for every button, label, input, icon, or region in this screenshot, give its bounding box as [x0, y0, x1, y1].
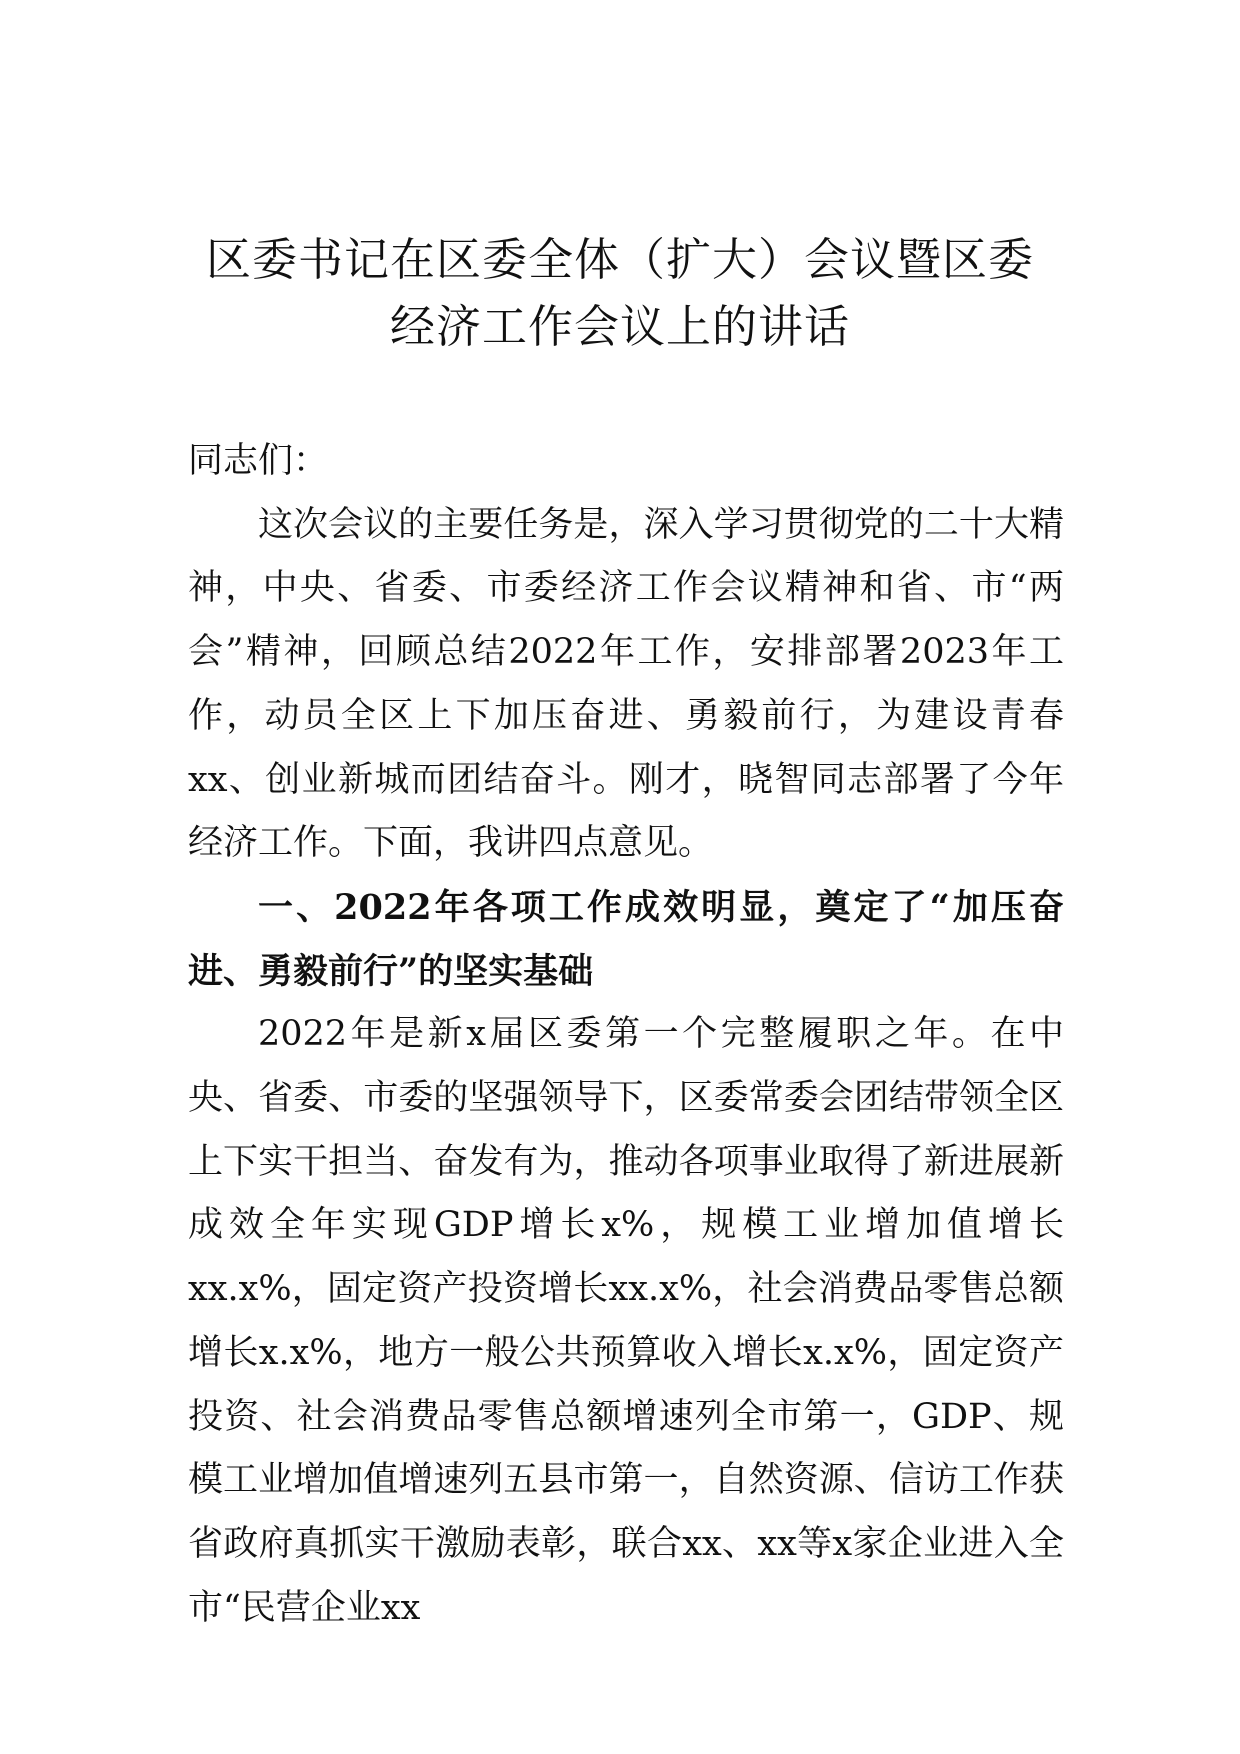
title-line-2: 经济工作会议上的讲话	[389, 300, 850, 353]
section-heading-1: 一、2022年各项工作成效明显，奠定了“加压奋进、勇毅前行”的坚实基础	[188, 886, 1064, 992]
document-title	[0, 226, 1240, 360]
paragraph-1: 这次会议的主要任务是，深入学习贯彻党的二十大精神，中央、省委、市委经济工作会议精神和省、市“两会”精神，回顾总结2022年工作，安排部署2023年工作，动员全区上下加压奋进、勇毅前行，为建设青春xx、创业新城而团结奋斗。刚才，晓智同志部署了今年经济工作。下面，我讲四点意见。	[188, 504, 1064, 864]
salutation: 同志们：	[188, 441, 329, 481]
title-line-1: 区委书记在区委全体（扩大）会议暨区委	[205, 233, 1034, 286]
paragraph-2: 2022年是新x届区委第一个完整履职之年。在中央、省委、市委的坚强领导下，区委常委会团结带领全区上下实干担当、奋发有为，推动各项事业取得了新进展新成效全年实现GDP增长x%，规模工业增加值增长xx.x%，固定资产投资增长xx.x%，社会消费品零售总额增长x.x%，地方一般公共预算收入增长x.x%，固定资产投资、社会消费品零售总额增速列全市第一，GDP、规模工业增加值增速列五县市第一，自然资源、信访工作获省政府真抓实干激励表彰，联合xx、xx等x家企业进入全市“民营企业xx	[188, 1014, 1064, 1628]
document-body	[188, 430, 1064, 1640]
